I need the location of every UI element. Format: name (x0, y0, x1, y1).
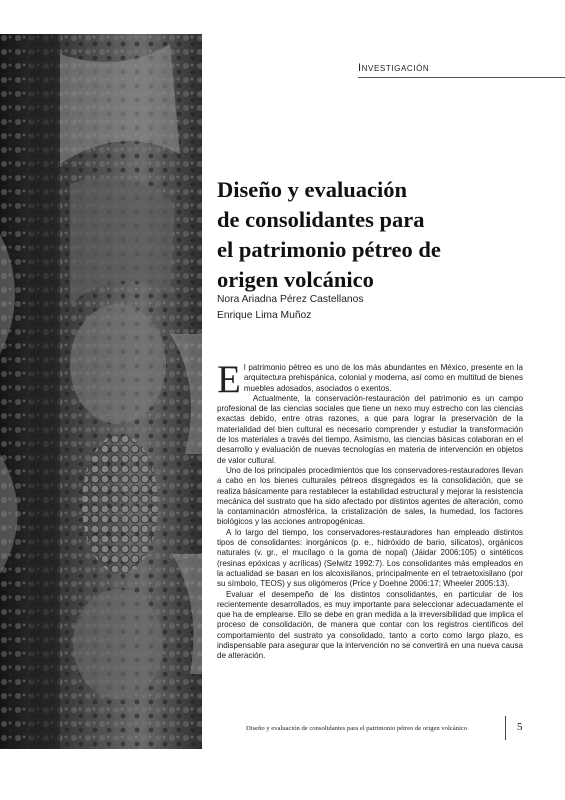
paragraph: A lo largo del tiempo, los conservadores-restauradores han empleado distintos tipos de consolidantes: inorgánicos (p. e., hidróxido de bario, silicatos), orgánicos naturales (v. gr., el mucílago o la goma de nopal) (Jáidar 2006:105) o sintéticos (resinas epóxicas y acrílicas) (Selwitz 1992:7). Los consolidantes más empleados en la actualidad se basan en los alcoxisilanos, principalmente en el tetraetoxisilano (por su símbolo, TEOS) y sus oligómeros (Price y Doehne 2006:17; Wheeler 2005:13). (217, 527, 523, 589)
paragraph: Uno de los principales procedimientos que los conservadores-restauradores llevan a cabo en los bienes culturales pétreos disgregados es la consolidación, que se realiza básicamente para restablecer la estabilidad estructural y mejorar la resistencia mecánica del sustrato que ha sido afectado por distintos agentes de alteración, como la contaminación atmosférica, la cristalización de sales, la humedad, los factores biológicos y las acciones antropogénicas. (217, 465, 523, 527)
author-name: Enrique Lima Muñoz (217, 310, 312, 321)
title-line: origen volcánico (217, 267, 374, 292)
running-footer-title: Diseño y evaluación de consolidantes para el patrimonio pétreo de origen volcánico (246, 725, 467, 732)
page-number: 5 (517, 721, 523, 733)
section-divider (358, 77, 565, 78)
footer-divider (505, 716, 506, 740)
title-line: el patrimonio pétreo de (217, 237, 441, 262)
author-list (217, 292, 537, 324)
paragraph: Actualmente, la conservación-restauración del patrimonio es un campo profesional de las ciencias sociales que tiene un nexo muy estrecho con las ciencias exactas debido, entre otras razones, a que para lograr la preservación de la materialidad del bien cultural es necesario comprender y estudiar la transformación de los materiales a través del tiempo. Asimismo, las ciencias básicas colaboran en el desarrollo y evaluación de nuevas tecnologías en materia de intervención en objetos de valor cultural. (217, 393, 523, 465)
paragraph (217, 358, 523, 401)
carved-stone-photo (0, 34, 202, 749)
title-line: de consolidantes para (217, 207, 425, 232)
paragraph: Evaluar el desempeño de los distintos consolidantes, en particular de los recientemente desarrollados, es muy importante para seleccionar adecuadamente el que ha de emplearse. Ello se debe en gran medida a la irreversibilidad que implica el proceso de consolidación, de manera que contar con los registros científicos del comportamiento del sustrato ya consolidado, tanto a corto como largo plazo, es indispensable para asegurar que la intervención no se convertirá en una nueva causa de alteración. (217, 589, 523, 661)
drop-cap: E (217, 358, 241, 401)
article-body (217, 358, 523, 662)
paragraph-text: l patrimonio pétreo es uno de los más abundantes en México, presente en la arquitectura prehispánica, colonial y moderna, así como en multitud de bienes muebles adosados, asociados o exentos. (243, 363, 523, 393)
stone-relief-image (0, 34, 202, 749)
author-name: Nora Ariadna Pérez Castellanos (217, 294, 364, 305)
article-title (217, 175, 547, 295)
section-label: Investigación (358, 62, 430, 74)
title-line: Diseño y evaluación (217, 177, 408, 202)
